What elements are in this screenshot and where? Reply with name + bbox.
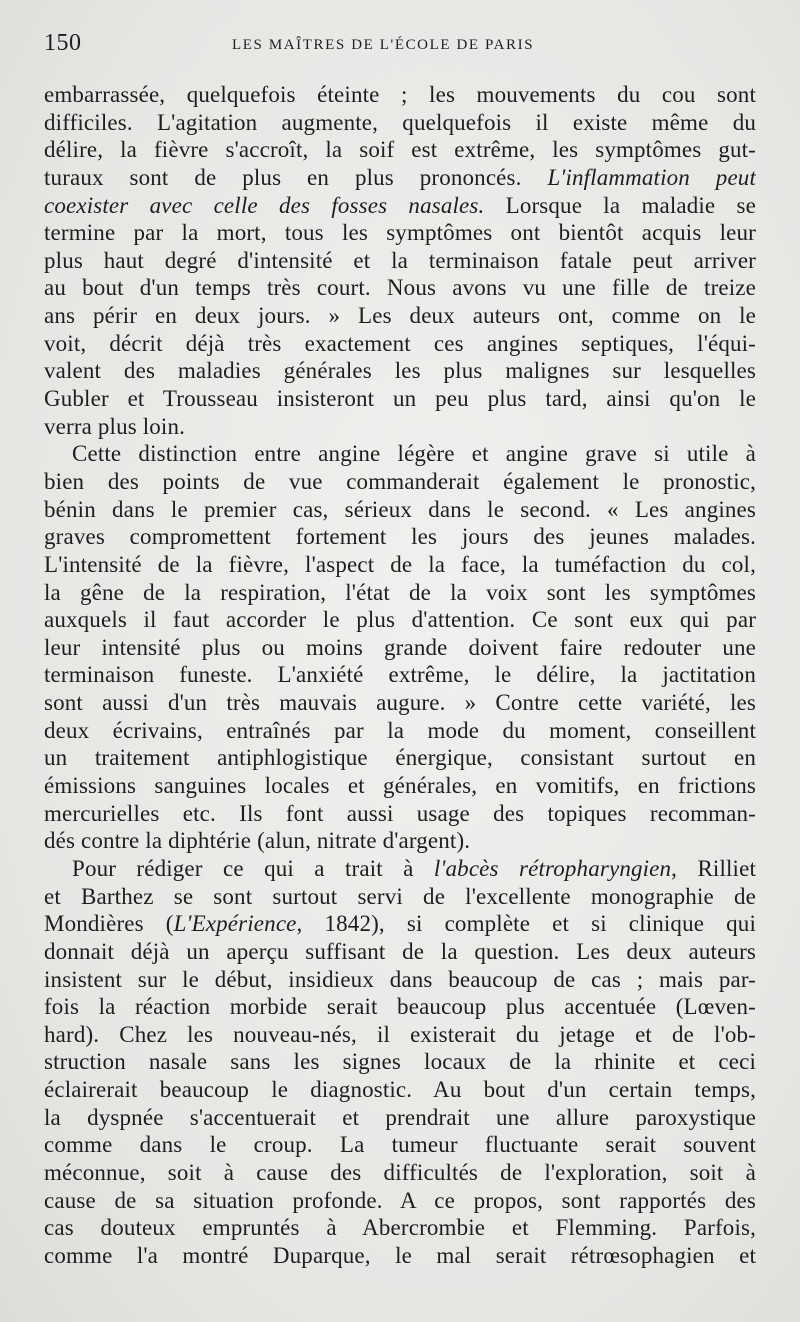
text-segment: mercurielles etc. Ils font aussi usage des topiques recomman- [44,800,756,826]
text-segment: termine par la mort, tous les symptômes ont bientôt acquis leur [44,220,756,246]
italic-text: L'inflammation peut [547,164,756,190]
text-line [44,219,756,247]
text-segment: donnait déjà un aperçu suffisant de la question. Les deux auteurs [44,938,756,964]
text-line [44,1131,756,1159]
text-segment: comme dans le croup. La tumeur fluctuante serait souvent [44,1132,756,1158]
text-segment: délire, la fièvre s'accroît, la soif est extrême, les symptômes gut- [44,137,756,163]
text-segment: et Barthez se sont surtout servi de l'excellente monographie de [44,883,756,909]
book-page [44,28,756,1270]
text-segment: difficiles. L'agitation augmente, quelquefois il existe même du [44,109,756,135]
text-line [44,744,756,772]
text-line [44,1048,756,1076]
text-segment: cas douteux empruntés à Abercrombie et Flemming. Parfois, [44,1215,756,1241]
text-segment: dés contre la diphtérie (alun, nitrate d'argent). [44,828,471,854]
text-segment: comme l'a montré Duparque, le mal serait rétrœsophagien et [44,1242,756,1268]
text-segment: terminaison funeste. L'anxiété extrême, le délire, la jactitation [44,662,756,688]
text-segment: embarrassée, quelquefois éteinte ; les mouvements du cou sont [44,82,756,107]
text-line [44,606,756,634]
text-line [44,1214,756,1242]
text-line [44,496,756,524]
text-line [44,1076,756,1104]
text-segment: graves compromettent fortement les jours des jeunes malades. [44,524,756,550]
text-line [44,1242,756,1270]
text-segment: au bout d'un temps très court. Nous avons vu une fille de treize [44,275,756,301]
text-line [44,800,756,828]
text-segment: deux écrivains, entraînés par la mode du moment, conseillent [44,717,756,743]
text-segment: L'intensité de la fièvre, l'aspect de la face, la tuméfaction du col, [44,551,756,577]
text-segment: insistent sur le début, insidieux dans beaucoup de cas ; mais par- [44,966,756,992]
text-line [44,1159,756,1187]
text-line [44,551,756,579]
text-segment: valent des maladies générales les plus malignes sur lesquelles [44,358,756,384]
text-segment: la dyspnée s'accentuerait et prendrait une allure paroxystique [44,1104,756,1130]
text-line [44,302,756,330]
text-line [44,827,756,855]
text-line [44,772,756,800]
text-line [44,523,756,551]
page-number: 150 [44,30,82,56]
text-line [44,136,756,164]
text-line [44,1021,756,1049]
body-text [44,81,756,1270]
text-line [44,164,756,192]
text-segment: émissions sanguines locales et générales, en vomitifs, en frictions [44,773,756,799]
text-segment: Cette distinction entre angine légère et angine grave si utile à [72,441,756,467]
text-segment: méconnue, soit à cause des difficultés de l'exploration, soit à [44,1159,756,1185]
text-segment: Mondières ( [44,911,174,937]
text-line [44,413,756,441]
text-segment: Lorsque la maladie se [484,192,756,218]
text-line [44,440,756,468]
text-segment: struction nasale sans les signes locaux de la rhinite et ceci [44,1049,756,1075]
text-segment: plus haut degré d'intensité et la terminaison fatale peut arriver [44,247,756,273]
text-line [44,1104,756,1132]
text-line [44,1187,756,1215]
text-line [44,274,756,302]
text-line [44,468,756,496]
text-segment: , 1842), si complète et si clinique qui [296,911,756,937]
italic-text: coexister avec celle des fosses nasales. [44,192,485,218]
text-segment: verra plus loin. [44,413,186,439]
text-segment: éclairerait beaucoup le diagnostic. Au bout d'un certain temps, [44,1077,756,1103]
text-segment: fois la réaction morbide serait beaucoup plus accentuée (Lœven- [44,994,756,1020]
text-line [44,910,756,938]
text-segment: voit, décrit déjà très exactement ces angines septiques, l'équi- [44,330,756,356]
text-segment: hard). Chez les nouveau-nés, il existerait du jetage et de l'ob- [44,1021,756,1047]
text-segment: bien des points de vue commanderait également le pronostic, [44,468,756,494]
text-segment: sont aussi d'un très mauvais augure. » Contre cette variété, les [44,690,756,716]
text-segment: un traitement antiphlogistique énergique, consistant surtout en [44,745,756,771]
running-title: LES MAÎTRES DE L'ÉCOLE DE PARIS [232,37,535,53]
text-line [44,883,756,911]
text-line [44,109,756,137]
text-line [44,966,756,994]
text-line [44,81,756,109]
text-segment: cause de sa situation profonde. A ce propos, sont rapportés des [44,1187,756,1213]
text-segment: Pour rédiger ce qui a trait à [72,855,434,881]
text-line [44,717,756,745]
text-segment: ans périr en deux jours. » Les deux auteurs ont, comme on le [44,303,756,329]
text-line [44,579,756,607]
text-segment: la gêne de la respiration, l'état de la voix sont les symptômes [44,579,756,605]
text-line [44,661,756,689]
text-segment: auxquels il faut accorder le plus d'attention. Ce sont eux qui par [44,607,756,633]
italic-text: l'abcès rétropharyngien [433,855,672,881]
text-segment: , Rilliet [671,855,756,881]
page-header [44,28,756,64]
text-line [44,385,756,413]
text-line [44,192,756,220]
text-line [44,247,756,275]
text-line [44,634,756,662]
italic-text: L'Expérience [173,911,297,937]
text-line [44,330,756,358]
text-line [44,938,756,966]
text-line [44,689,756,717]
text-line [44,855,756,883]
text-line [44,993,756,1021]
text-segment: turaux sont de plus en plus prononcés. [44,164,548,190]
text-segment: leur intensité plus ou moins grande doivent faire redouter une [44,634,756,660]
text-line [44,357,756,385]
text-segment: bénin dans le premier cas, sérieux dans le second. « Les angines [44,496,756,522]
text-segment: Gubler et Trousseau insisteront un peu plus tard, ainsi qu'on le [44,386,756,412]
